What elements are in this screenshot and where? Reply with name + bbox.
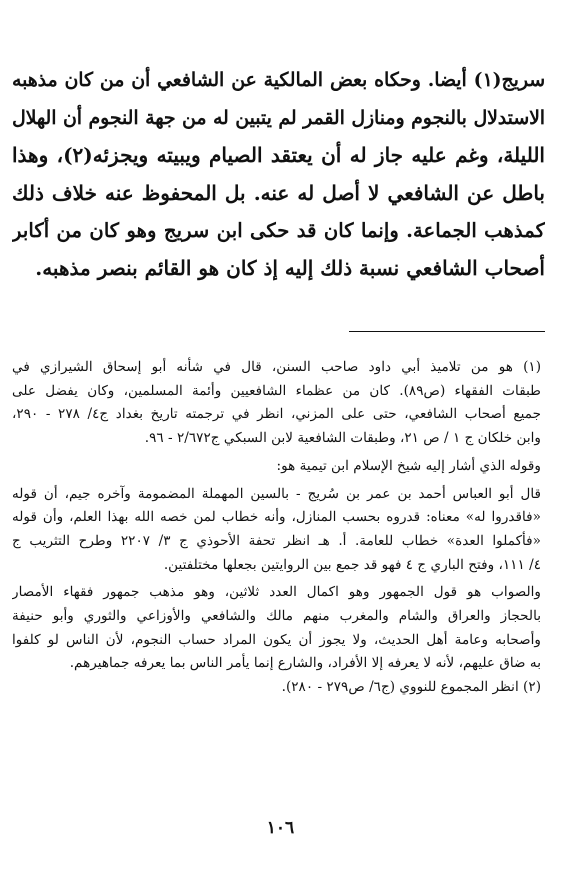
footnote-line: قال أبو العباس أحمد بن عمر بن سُريج - بالسين المهملة المضمومة وآخره جيم، أن قوله bbox=[12, 485, 541, 502]
footnote-line: طبقات الفقهاء (ص٨٩). كان من عظماء الشافعيين وأئمة المسلمين، وكان يفضل على bbox=[12, 382, 541, 399]
footnote-line: بالحجاز والعراق والشام والمغرب منهم مالك والشافعي والأوزاعي والثوري وأبو حنيفة bbox=[12, 608, 541, 625]
page-number: ١٠٦ bbox=[266, 818, 295, 838]
body-line: سريج(١) أيضا. وحكاه بعض المالكية عن الشافعي أن من كان مذهبه bbox=[12, 69, 545, 91]
footnote-line: جميع أصحاب الشافعي، حتى على المزني، انظر في ترجمته تاريخ بغداد ج٤/ ٢٧٨ - ٢٩٠، bbox=[12, 406, 541, 423]
main-text bbox=[12, 62, 545, 287]
footnote-line: «فأكملوا العدة» خطاب للعامة. أ. هـ انظر تحفة الأحوذي ج ٣/ ٢٢٠٧ وطرح التثريب ج bbox=[12, 532, 541, 549]
body-line: الليلة، وغم عليه جاز له أن يعتقد الصيام ويبيته ويجزئه(٢)، وهذا bbox=[12, 143, 545, 167]
footnote-2: (٢) انظر المجموع للنووي (ج٦/ ص٢٧٩ - ٢٨٠). bbox=[281, 679, 541, 696]
footnote-line: «فاقدروا له» معناه: قدروه بحسب المنازل، وأنه خطاب لمن خصه الله بهذا العلم، وأن قوله bbox=[12, 509, 541, 526]
body-line: أصحاب الشافعي نسبة ذلك إليه إذ كان هو القائم بنصر مذهبه. bbox=[35, 255, 545, 280]
footnotes bbox=[12, 356, 541, 700]
body-line: الاستدلال بالنجوم ومنازل القمر لم يتبين له من جهة النجوم أن الهلال bbox=[12, 106, 545, 129]
body-line: باطل عن الشافعي لا أصل له عنه. بل المحفوظ عنه خلاف ذلك bbox=[12, 180, 545, 205]
footnote-line: ٤/ ١١١، وفتح الباري ج ٤ فهو قد جمع بين الروايتين بجعلها مختلفتين. bbox=[163, 556, 541, 573]
footnote-line: وابن خلكان ج ١ / ص ٢١، وطبقات الشافعية لابن السبكي ج٢/٦٧٢ - ٩٦. bbox=[144, 430, 541, 447]
footnote-line: (١) هو من تلاميذ أبي داود صاحب السنن، قال في شأنه أبو إسحاق الشيرازي في bbox=[12, 359, 541, 375]
footnote-divider bbox=[349, 331, 545, 332]
footnote-line: به ضاق عليهم، لأنه لا يعرفه إلا الأفراد، والشارع إنما يأمر الناس بما يعرفه جماهيرهم. bbox=[69, 655, 541, 672]
footnote-line: وأصحابه وعامة أهل الحديث، ولا يجوز أن يكون المراد حساب النجوم، لأن الناس لو كلفوا bbox=[12, 631, 541, 648]
body-line: كمذهب الجماعة. وإنما كان قد حكى ابن سريج وهو كان من أكابر bbox=[12, 219, 545, 242]
footnote-quote-intro: وقوله الذي أشار إليه شيخ الإسلام ابن تيمية هو: bbox=[276, 457, 541, 474]
footnote-line: والصواب هو قول الجمهور وهو اكمال العدد ثلاثين، وهو مذهب جمهور فقهاء الأمصار bbox=[12, 584, 541, 601]
